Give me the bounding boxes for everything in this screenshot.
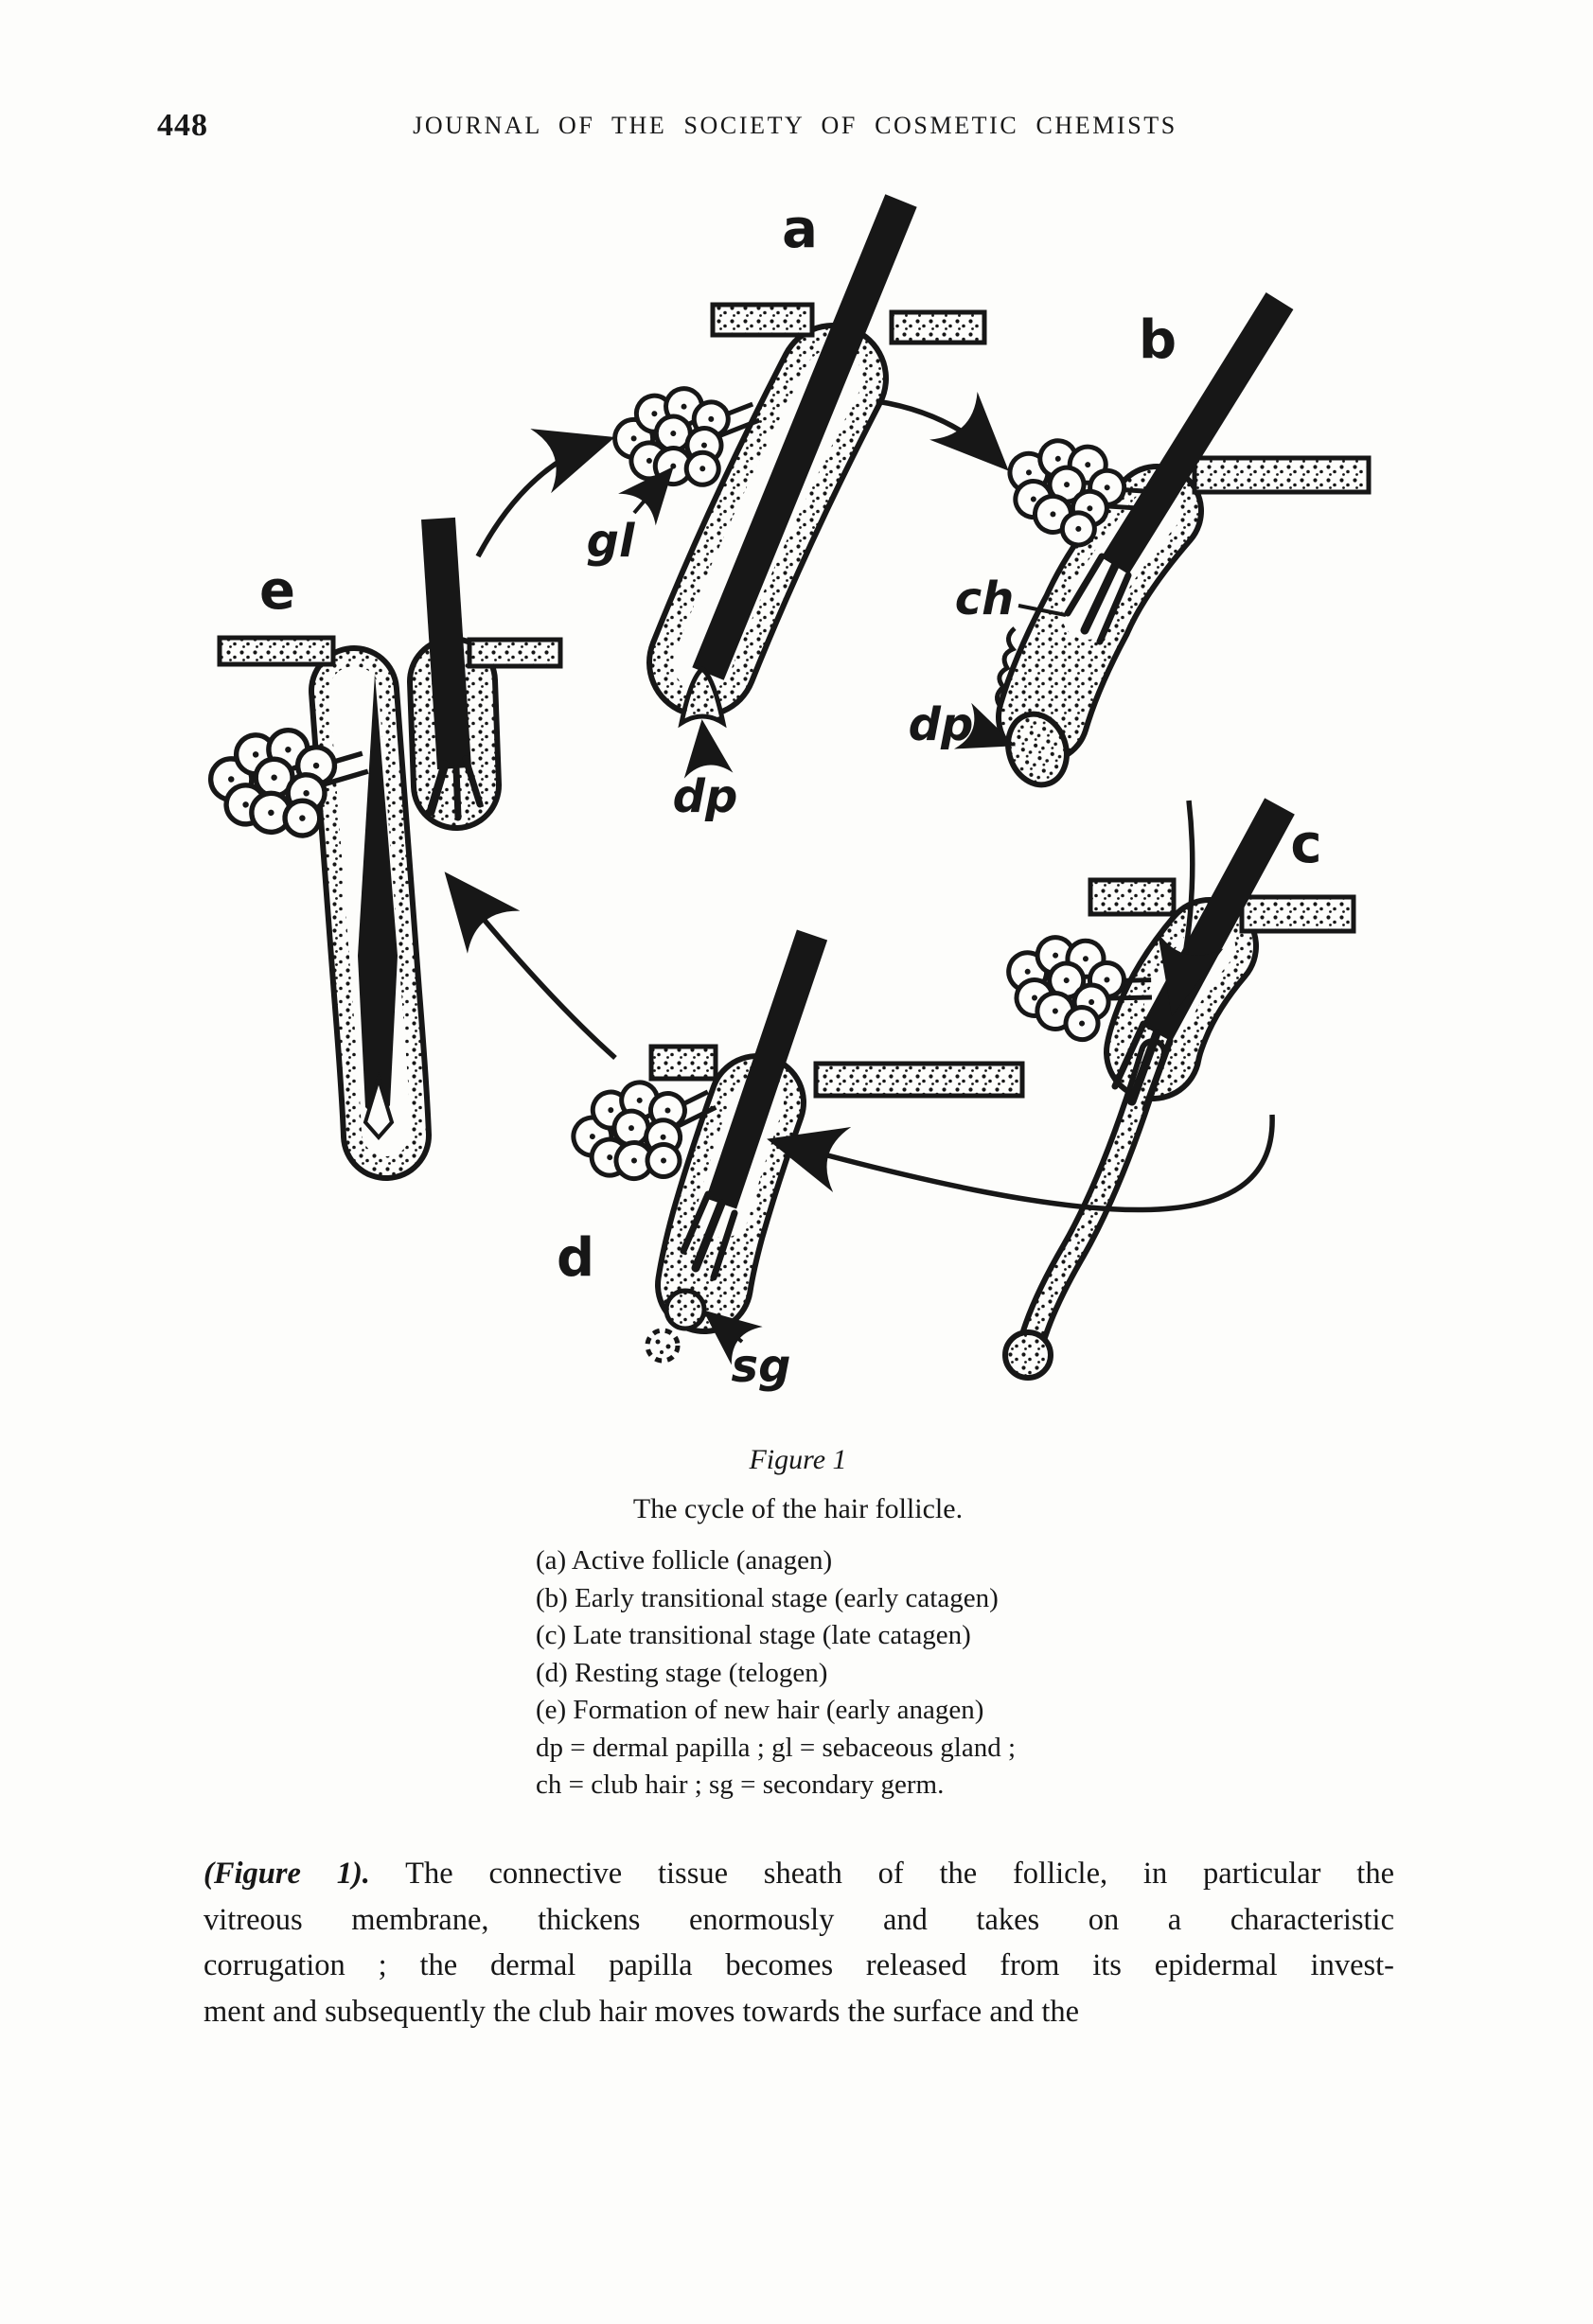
detached-germ-cell bbox=[647, 1330, 678, 1361]
legend-item: (c) Late transitional stage (late catagen) bbox=[536, 1620, 971, 1650]
skin-surface bbox=[1242, 897, 1354, 931]
legend-item: (b) Early transitional stage (early catagen) bbox=[536, 1582, 999, 1613]
arrow-c-to-d bbox=[782, 1115, 1272, 1210]
legend-item: (d) Resting stage (telogen) bbox=[536, 1657, 828, 1688]
skin-surface bbox=[892, 312, 984, 343]
legend-item: (a) Active follicle (anagen) bbox=[536, 1545, 833, 1576]
skin-surface bbox=[220, 638, 333, 664]
skin-surface bbox=[713, 305, 812, 335]
label-dermal-papilla-a: dp bbox=[672, 770, 738, 823]
arrow-e-to-a bbox=[478, 442, 600, 556]
stage-label-e: e bbox=[259, 560, 295, 622]
skin-surface bbox=[651, 1047, 716, 1079]
legend-abbreviations: ch = club hair ; sg = secondary germ. bbox=[536, 1769, 945, 1800]
arrow-d-to-e bbox=[454, 884, 615, 1058]
running-title: JOURNAL OF THE SOCIETY OF COSMETIC CHEMISTS bbox=[413, 112, 1177, 139]
label-dermal-papilla-b: dp bbox=[908, 698, 974, 751]
dermal-papilla bbox=[1005, 1332, 1051, 1378]
follicle-stage-a bbox=[608, 201, 984, 723]
arrow-a-to-b bbox=[876, 401, 998, 460]
follicle-stage-c bbox=[999, 806, 1354, 1378]
follicle-stage-b bbox=[996, 301, 1369, 792]
skin-surface bbox=[1195, 458, 1369, 492]
body-line: vitreous membrane, thickens enormously and takes on a characteristic bbox=[204, 1902, 1394, 1937]
secondary-germ bbox=[666, 1291, 704, 1329]
old-club-hair bbox=[438, 519, 454, 768]
body-line: corrugation ; the dermal papilla becomes released from its epidermal invest- bbox=[204, 1948, 1394, 1982]
leader-dp-a bbox=[703, 731, 707, 763]
figure-title: Figure 1 bbox=[749, 1444, 847, 1475]
stage-label-a: a bbox=[782, 199, 818, 260]
skin-surface bbox=[1090, 880, 1174, 914]
page-number: 448 bbox=[157, 108, 208, 143]
label-sebaceous-gland: gl bbox=[586, 515, 635, 568]
legend-item: (e) Formation of new hair (early anagen) bbox=[536, 1695, 984, 1725]
figure-legend bbox=[536, 1542, 1350, 1805]
label-secondary-germ: sg bbox=[731, 1340, 791, 1393]
body-line bbox=[204, 1851, 1394, 1897]
body-line: ment and subsequently the club hair moves towards the surface and the bbox=[204, 1994, 1080, 2029]
skin-surface bbox=[469, 640, 560, 666]
stage-label-b: b bbox=[1138, 309, 1177, 371]
figure-reference: (Figure 1). bbox=[204, 1857, 370, 1891]
figure-subtitle: The cycle of the hair follicle. bbox=[632, 1493, 964, 1524]
stage-label-c: c bbox=[1290, 814, 1322, 875]
body-line-text: The connective tissue sheath of the follicle, in particular the bbox=[369, 1857, 1394, 1891]
skin-surface bbox=[816, 1064, 1022, 1096]
stage-label-d: d bbox=[556, 1227, 595, 1289]
body-paragraph bbox=[204, 1851, 1394, 2034]
legend-abbreviations: dp = dermal papilla ; gl = sebaceous gland ; bbox=[536, 1732, 1017, 1763]
label-club-hair: ch bbox=[954, 572, 1015, 625]
hair-shaft bbox=[708, 201, 901, 674]
